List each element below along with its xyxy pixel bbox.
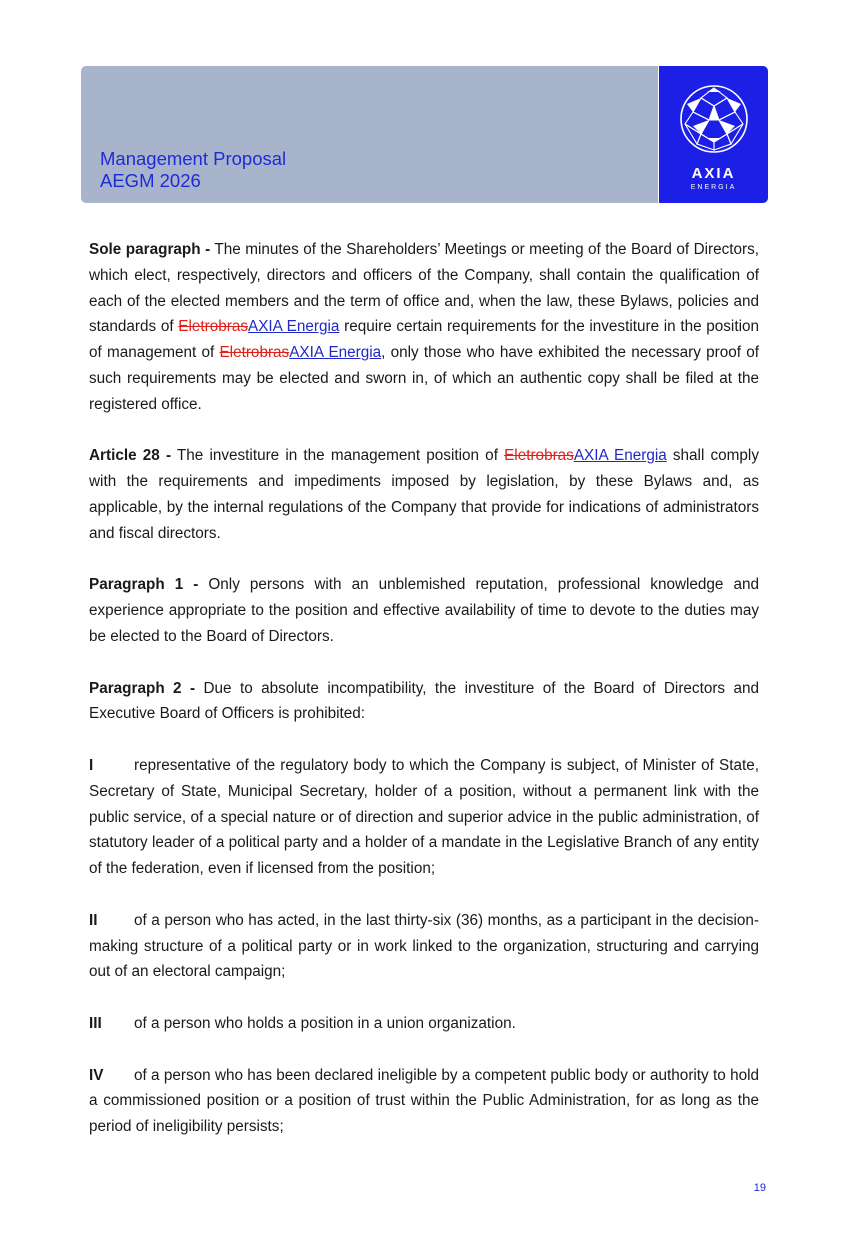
sole-paragraph-lead: Sole paragraph -: [89, 241, 211, 258]
list-item-text: representative of the regulatory body to which the Company is subject, of Minister of State, Secretary of State, Municipal Secretary, holder of a position, without a permanent link with the public service, of a special nature or of direction and superior advice in the public administration, of statutory leader of a political party and a holder of a mandate in the Legislative Branch of any entity of the federation, even if licensed from the position;: [89, 756, 759, 878]
title-line-2: AEGM 2026: [100, 170, 201, 191]
deleted-text: Eletrobras: [178, 318, 248, 336]
title-line-1: Management Proposal: [100, 148, 287, 169]
inserted-text: AXIA Energia: [573, 447, 667, 465]
inserted-text: AXIA Energia: [289, 344, 382, 362]
article-28: [89, 443, 759, 546]
list-item-text: of a person who holds a position in a union organization.: [134, 1014, 516, 1032]
list-item-text: of a person who has acted, in the last thirty-six (36) months, as a participant in the decision-making structure of a political party or in work linked to the organization, structuring and carrying out of an electoral campaign;: [89, 911, 759, 981]
list-item: [89, 908, 759, 985]
sole-paragraph-text-1: The minutes of the Shareholders’ Meetings or meeting of the Board of Directors, which elect, respectively, directors and officers of the Company, shall contain the qualification of each of the elected members and the term of office and, when the law, these Bylaws, policies and standards of: [89, 241, 760, 336]
article-28-text-1: The investiture in the management position of: [171, 447, 505, 465]
sole-paragraph: [89, 237, 759, 418]
list-item-number: II: [89, 911, 98, 929]
list-item-number: III: [89, 1014, 102, 1032]
list-item: [89, 1063, 759, 1140]
axia-logo: [659, 66, 768, 203]
list-item: [89, 753, 759, 882]
paragraph-1: [89, 572, 759, 649]
list-item-number: IV: [89, 1066, 104, 1084]
document-body: [89, 237, 759, 1166]
paragraph-1-text: Only persons with an unblemished reputation, professional knowledge and experience appropriate to the position and effective availability of time to devote to the duties may be elected to the Board of Directors.: [89, 576, 760, 645]
inserted-text: AXIA Energia: [248, 318, 340, 336]
list-item: [89, 1011, 759, 1037]
paragraph-2: [89, 676, 759, 728]
paragraph-2-text: Due to absolute incompatibility, the investiture of the Board of Directors and Executive Board of Officers is prohibited:: [89, 679, 760, 723]
list-item-text: of a person who has been declared ineligible by a competent public body or authority to hold a commissioned position or a position of trust within the Public Administration, for as long as the period of ineligibility persists;: [89, 1066, 759, 1136]
logo-wordmark: AXIA: [691, 165, 736, 182]
list-item-number: I: [89, 756, 94, 774]
page-number: 19: [753, 1182, 766, 1194]
paragraph-1-lead: Paragraph 1 -: [89, 576, 199, 594]
article-28-text-2: shall comply with the requirements and impediments imposed by legislation, by these Bylaws and, as applicable, by the internal regulations of the Company that provide for indications of administrators and fiscal directors.: [89, 447, 759, 542]
paragraph-2-lead: Paragraph 2 -: [89, 679, 196, 697]
deleted-text: Eletrobras: [219, 344, 290, 362]
deleted-text: Eletrobras: [504, 447, 574, 465]
document-title: [100, 148, 286, 192]
logo-subtitle: ENERGIA: [690, 184, 737, 191]
header-banner: [81, 66, 658, 203]
globe-logo-icon: [679, 84, 749, 154]
sole-paragraph-text-3: , only those who have exhibited the necessary proof of such requirements may be elected and sworn in, of which an authentic copy shall be filed at the registered office.: [89, 344, 759, 413]
sole-paragraph-text-2: require certain requirements for the investiture in the position of management of: [89, 318, 759, 362]
article-28-lead: Article 28 -: [89, 447, 172, 465]
